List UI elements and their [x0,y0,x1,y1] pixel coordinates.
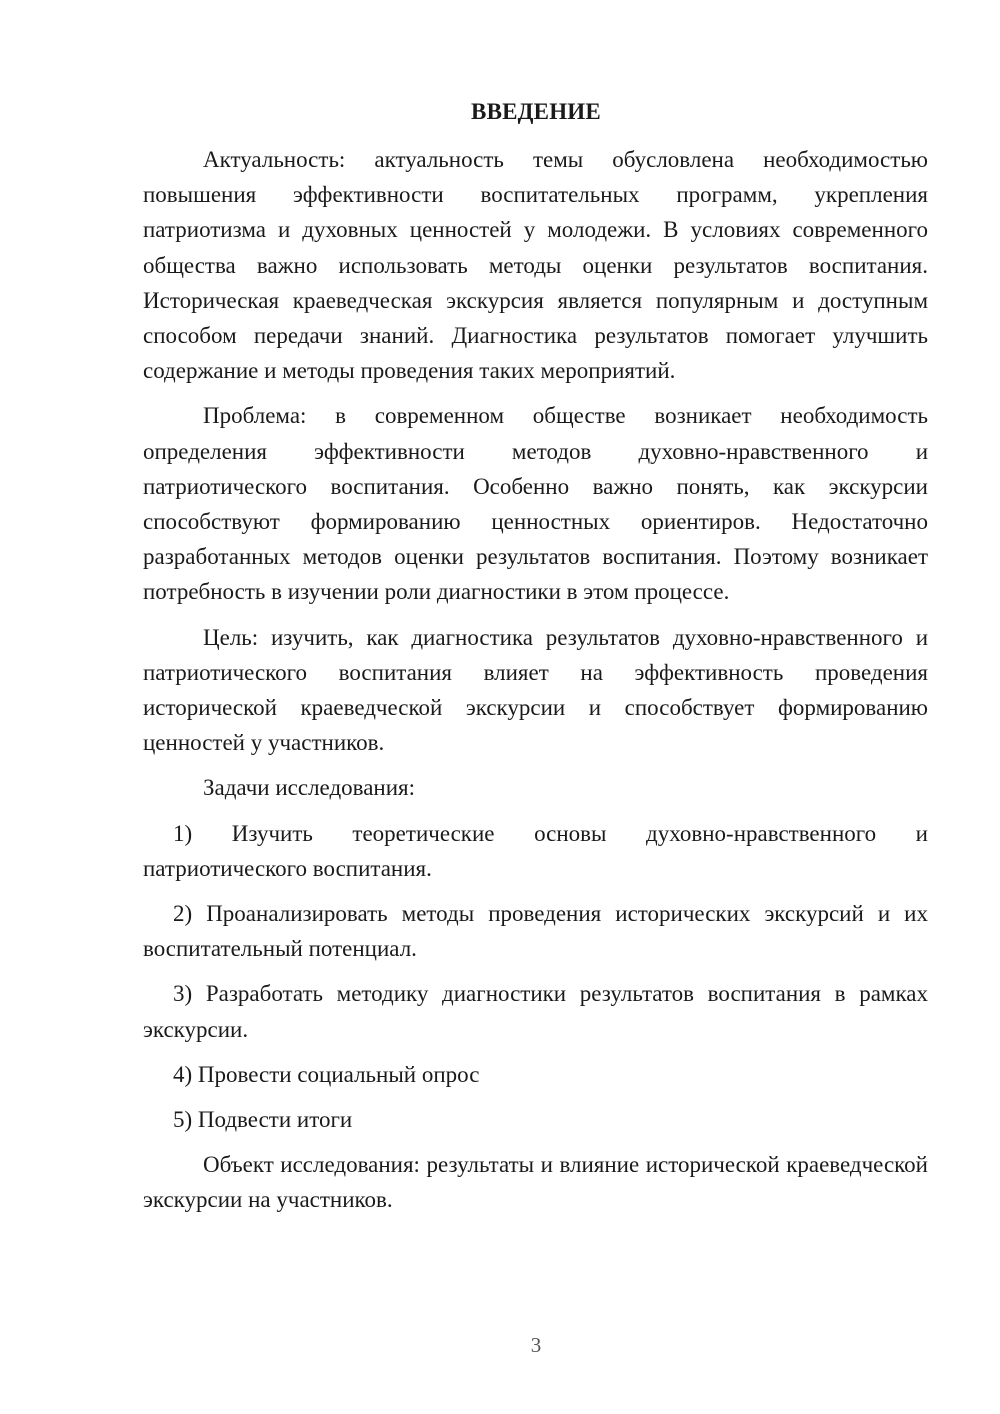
page-number: 3 [530,1333,542,1357]
document-body [143,142,928,1228]
tasks-heading: Задачи исследования: [203,775,416,801]
task-item-2: 2) Проанализировать методы проведения исторических экскурсий и их воспитательный потенциал. [143,901,928,962]
task-item-3: 3) Разработать методику диагностики результатов воспитания в рамках экскурсии. [143,981,928,1042]
paragraph-problem: Проблема: в современном обществе возникает необходимость определения эффективности методов духовно-нравственного и патриотического воспитания. Особенно важно понять, как экскурсии способствуют формированию ценностных ориентиров. Недостаточно разработанных методов оценки результатов воспитания. Поэтому возникает потребность в изучении роли диагностики в этом процессе. [143,403,928,605]
page-title: ВВЕДЕНИЕ [471,99,601,124]
task-item-4: 4) Провести социальный опрос [173,1061,480,1087]
paragraph-object: Объект исследования: результаты и влияние исторической краеведческой экскурсии на участников. [143,1152,928,1213]
paragraph-relevance: Актуальность: актуальность темы обусловлена необходимостью повышения эффективности воспитательных программ, укрепления патриотизма и духовных ценностей у молодежи. В условиях современного общества важно использовать методы оценки результатов воспитания. Историческая краеведческая экскурсия является популярным и доступным способом передачи знаний. Диагностика результатов помогает улучшить содержание и методы проведения таких мероприятий. [143,147,928,384]
task-item-1: 1) Изучить теоретические основы духовно-нравственного и патриотического воспитания. [143,820,928,881]
task-item-5: 5) Подвести итоги [173,1107,353,1133]
paragraph-goal: Цель: изучить, как диагностика результатов духовно-нравственного и патриотического воспитания влияет на эффективность проведения исторической краеведческой экскурсии и способствует формированию ценностей у участников. [143,624,928,756]
